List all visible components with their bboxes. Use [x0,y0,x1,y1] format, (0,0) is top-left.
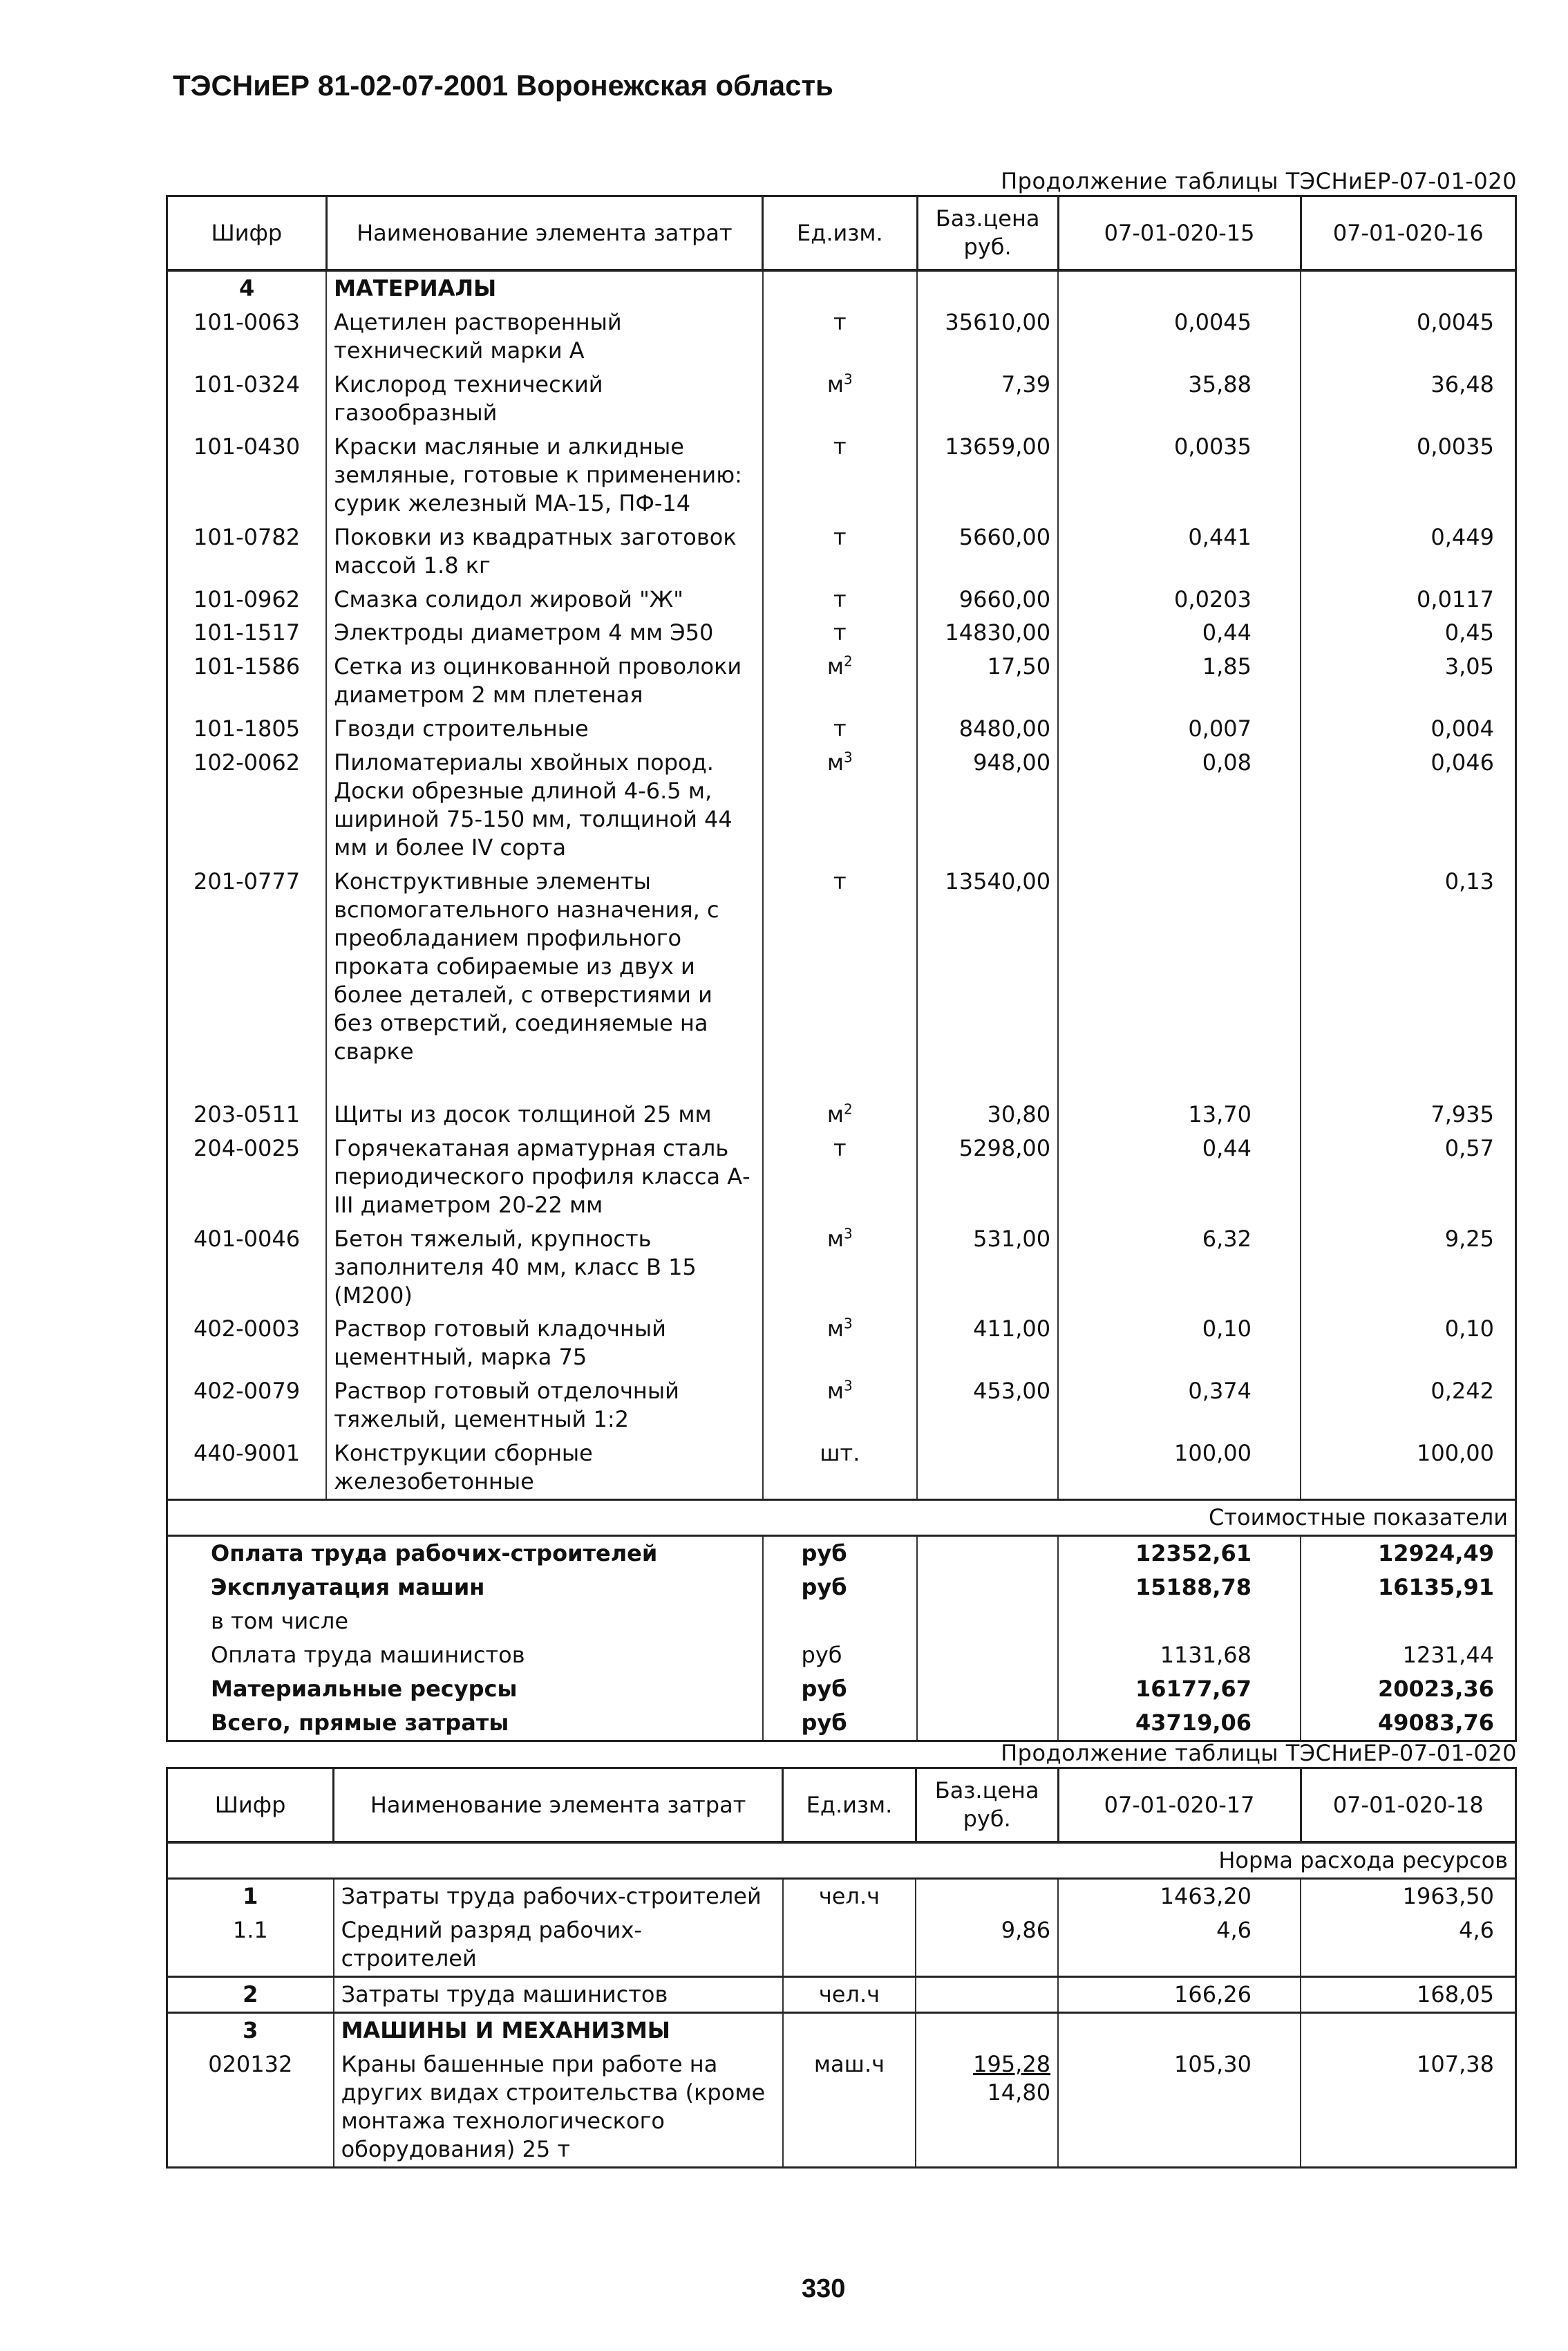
table-row-price: 948,00 [917,746,1058,865]
table-row-value-15: 100,00 [1058,1436,1301,1499]
summary-label: в том числе [167,1604,763,1638]
summary-price [917,1604,1058,1638]
header-col-15: 07-01-020-15 [1058,196,1301,271]
table-row-name: Смазка солидол жировой "Ж" [326,583,762,617]
unit-exponent: 3 [844,749,853,766]
table-row-unit [763,1222,918,1313]
table-row-name: Средний разряд рабочих-строителей [334,1913,783,1976]
unit-text: м [826,1378,844,1405]
unit-text: м [826,749,844,776]
summary-row [167,1638,1516,1672]
summary-price [917,1571,1058,1604]
table-row [167,583,1516,617]
table-row-price: 411,00 [917,1312,1058,1374]
table-row-price: 5298,00 [917,1132,1058,1222]
unit-text: т [833,868,847,895]
summary-value-16: 12924,49 [1377,1540,1494,1567]
table-row-unit [763,1098,918,1132]
table-row-code: 101-0962 [167,583,327,617]
table-row-value-17: 166,26 [1058,1976,1301,2012]
cost-indicators-header: Стоимостные показатели [167,1500,1516,1536]
table-row-name: Краны башенные при работе на других видах строительства (кроме монтажа технологического оборудования) 25 т [334,2048,783,2167]
table-row-value-15: 0,441 [1058,521,1301,583]
table-row-price: 8480,00 [917,712,1058,746]
table-row-value-16: 0,046 [1430,749,1494,776]
table-row-unit [763,1132,918,1222]
summary-row [167,1672,1516,1706]
summary-value-15: 15188,78 [1058,1571,1301,1604]
table-row-code: 2 [167,1976,334,2012]
table-row-code: 102-0062 [167,746,327,865]
table-continuation-label: Продолжение таблицы ТЭСНиЕР-07-01-020 [1001,168,1517,194]
table-row-value-16: 0,13 [1444,868,1494,895]
table-row-code: 101-0782 [167,521,327,583]
table-row-value-16: 100,00 [1417,1440,1494,1467]
machine-price-labor: 14,80 [987,2079,1051,2106]
table-row-value-16: 3,05 [1444,653,1494,680]
table-row-unit [763,521,918,583]
table-row-value-18: 1963,50 [1402,1882,1494,1909]
summary-row [167,1706,1516,1741]
table-row [167,712,1516,746]
table-row-value-15: 0,374 [1058,1374,1301,1436]
table-row-code: 204-0025 [167,1132,327,1222]
section-code: 4 [167,270,327,306]
table-row-value-16: 0,0035 [1417,433,1494,460]
table-row-code: 201-0777 [167,865,327,1069]
table-row-name: Затраты труда машинистов [334,1976,783,2012]
summary-value-16 [1301,1604,1515,1638]
table-row [167,1436,1516,1499]
table-row-value-16: 9,25 [1444,1225,1494,1252]
table-row-value-16: 0,45 [1444,619,1494,646]
table-row-code: 402-0003 [167,1312,327,1374]
summary-value-16: 1231,44 [1402,1641,1494,1668]
header-unit: Ед.изм. [783,1768,916,1843]
summary-value-15: 1131,68 [1058,1638,1301,1672]
table-row-unit [763,430,918,521]
summary-label: Материальные ресурсы [167,1672,763,1706]
row-spacer [167,1069,1516,1098]
summary-unit: руб [763,1672,918,1706]
table-row-unit [763,368,918,430]
table-row-unit [763,865,918,1069]
resources-table [166,1767,1517,2169]
unit-text: т [833,523,847,550]
table-row-value-17: 105,30 [1058,2048,1301,2167]
section-code: 3 [167,2012,334,2047]
table-row-unit [763,583,918,617]
header-col-18: 07-01-020-18 [1301,1768,1516,1843]
materials-table [166,195,1517,1742]
table-row-name: Раствор готовый отделочный тяжелый, цементный 1:2 [326,1374,762,1436]
table-row-code: 402-0079 [167,1374,327,1436]
summary-price [917,1672,1058,1706]
table-row [167,650,1516,712]
table-row-unit [763,1374,918,1436]
table-row-unit [763,712,918,746]
table-row [167,1374,1516,1436]
summary-value-16: 49083,76 [1377,1709,1494,1736]
summary-row [167,1536,1516,1571]
machine-price-main: 195,28 [973,2050,1051,2077]
table-row-name: Электроды диаметром 4 мм Э50 [326,616,762,650]
header-name: Наименование элемента затрат [334,1768,783,1843]
table-row-price: 531,00 [917,1222,1058,1313]
table-row-value-16: 0,0045 [1417,308,1494,335]
table-row-code: 101-0324 [167,368,327,430]
table-row [167,746,1516,865]
summary-label: Оплата труда машинистов [167,1638,763,1672]
table-row-code: 101-1517 [167,616,327,650]
header-price: Баз.цена руб. [916,1768,1058,1843]
resources-table-body [167,1878,1516,1976]
table-row-unit: чел.ч [783,1878,916,1913]
summary-price [917,1706,1058,1741]
summary-value-16: 16135,91 [1377,1574,1494,1601]
table-row-price: 13540,00 [917,865,1058,1069]
unit-text: т [833,433,847,460]
table-row-name: Кислород технический газообразный [326,368,762,430]
header-unit: Ед.изм. [763,196,918,271]
table-row-unit [763,306,918,368]
table-row-price [916,2048,1058,2167]
table-row-value-18: 107,38 [1417,2050,1494,2077]
unit-exponent: 3 [844,1377,853,1394]
unit-text: м [826,1225,844,1252]
unit-text: т [833,715,847,742]
table-row-name: Конструктивные элементы вспомогательного назначения, с преобладанием профильного проката собираемые из двух и более деталей, с отверстиями и без отверстий, соединяемые на сварке [326,865,762,1069]
table-row [167,306,1516,368]
table-row [167,616,1516,650]
table-row-code: 1 [167,1878,334,1913]
unit-text: м [826,371,844,397]
summary-value-15 [1058,1604,1301,1638]
unit-text: т [833,308,847,335]
table-row-name: Раствор готовый кладочный цементный, марка 75 [326,1312,762,1374]
summary-row [167,1604,1516,1638]
table-row [167,368,1516,430]
unit-text: т [833,619,847,646]
table-row-unit [763,616,918,650]
table-row-code: 401-0046 [167,1222,327,1313]
header-col-17: 07-01-020-17 [1058,1768,1301,1843]
table-row-value-17: 4,6 [1058,1913,1301,1976]
header-code: Шифр [167,1768,334,1843]
table-row [167,1312,1516,1374]
table-row-price: 35610,00 [917,306,1058,368]
table-row-unit: чел.ч [783,1976,916,2012]
table-row-value-16: 0,242 [1430,1378,1494,1405]
table-row-value-15: 0,44 [1058,1132,1301,1222]
table-row-name: Щиты из досок толщиной 25 мм [326,1098,762,1132]
table-row-price: 9,86 [916,1913,1058,1976]
header-name: Наименование элемента затрат [326,196,762,271]
table-row-price: 5660,00 [917,521,1058,583]
summary-unit [763,1604,918,1638]
summary-body [167,1536,1516,1741]
unit-text: т [833,586,847,612]
summary-label: Эксплуатация машин [167,1571,763,1604]
table-row-price: 7,39 [917,368,1058,430]
table-row-price [917,1436,1058,1499]
summary-row [167,1571,1516,1604]
table-row-code: 101-1586 [167,650,327,712]
table-row-value-15: 13,70 [1058,1098,1301,1132]
table-row-name: Краски масляные и алкидные земляные, готовые к применению: сурик железный МА-15, ПФ-14 [326,430,762,521]
table-row-name: Поковки из квадратных заготовок массой 1.8 кг [326,521,762,583]
table-row [167,1098,1516,1132]
table-continuation-label-2: Продолжение таблицы ТЭСНиЕР-07-01-020 [1001,1740,1517,1766]
table-row-unit [763,1312,918,1374]
table-row [167,521,1516,583]
unit-text: м [826,1315,844,1342]
table-row-name: Пиломатериалы хвойных пород. Доски обрезные длиной 4-6.5 м, шириной 75-150 мм, толщиной 44 мм и более IV сорта [326,746,762,865]
table-row-price: 453,00 [917,1374,1058,1436]
summary-unit: руб [763,1536,918,1571]
table-row [167,1878,1516,1913]
table-row-value-18: 4,6 [1459,1916,1494,1943]
table-row-value-15: 6,32 [1058,1222,1301,1313]
summary-value-15: 16177,67 [1058,1672,1301,1706]
table-row-code: 101-1805 [167,712,327,746]
table-row-value-15: 0,10 [1058,1312,1301,1374]
table-row-code: 101-0063 [167,306,327,368]
table-row-unit [763,1436,918,1499]
header-col-16: 07-01-020-16 [1301,196,1515,271]
table-row-name: Конструкции сборные железобетонные [326,1436,762,1499]
table-row-value-15: 0,0035 [1058,430,1301,521]
table-row-value-16: 7,935 [1430,1100,1494,1127]
table-row-code: 101-0430 [167,430,327,521]
table-row-unit [763,650,918,712]
summary-unit: руб [763,1706,918,1741]
unit-text: шт. [820,1440,860,1467]
table-row-name: Бетон тяжелый, крупность заполнителя 40 мм, класс В 15 (М200) [326,1222,762,1313]
table-row-code: 020132 [167,2048,334,2167]
table-row-value-15: 1,85 [1058,650,1301,712]
unit-text: м [826,1100,844,1127]
header-price: Баз.цена руб. [917,196,1058,271]
table-row-value-16: 0,57 [1444,1134,1494,1161]
table-row-code: 203-0511 [167,1098,327,1132]
materials-table-body [167,270,1516,1500]
table-row-value-15: 0,08 [1058,746,1301,865]
table-row-price: 17,50 [917,650,1058,712]
table-row-name: Горячекатаная арматурная сталь периодического профиля класса А-III диаметром 20-22 мм [326,1132,762,1222]
table-row-name: Гвозди строительные [326,712,762,746]
summary-price [917,1536,1058,1571]
table-row-code: 440-9001 [167,1436,327,1499]
table-row-value-15: 0,44 [1058,616,1301,650]
section-title: МАТЕРИАЛЫ [326,270,762,306]
table-row-value-16: 36,48 [1430,371,1494,397]
table-row-name: Сетка из оцинкованной проволоки диаметром 2 мм плетеная [326,650,762,712]
table-row-value-15: 0,0203 [1058,583,1301,617]
table-row [167,1913,1516,1976]
unit-exponent: 2 [844,653,853,670]
summary-label: Всего, прямые затраты [167,1706,763,1741]
unit-exponent: 3 [844,1315,853,1332]
summary-value-15: 43719,06 [1058,1706,1301,1741]
unit-text: т [833,1134,847,1161]
table-row [167,430,1516,521]
summary-unit: руб [763,1638,918,1672]
unit-exponent: 3 [844,1224,853,1242]
table-row-value-15 [1058,865,1301,1069]
document-title: ТЭСНиЕР 81-02-07-2001 Воронежская область [173,69,833,102]
table-row-value-16: 0,10 [1444,1315,1494,1342]
table-row-price: 13659,00 [917,430,1058,521]
header-code: Шифр [167,196,327,271]
summary-value-15: 12352,61 [1058,1536,1301,1571]
table-row-price: 30,80 [917,1098,1058,1132]
table-row [167,1132,1516,1222]
unit-text: м [826,653,844,680]
summary-price [917,1638,1058,1672]
table-row-price [916,1878,1058,1913]
table-row-value-15: 0,0045 [1058,306,1301,368]
table-row-name: Затраты труда рабочих-строителей [334,1878,783,1913]
table-row-value-16: 0,449 [1430,523,1494,550]
table-row [167,1222,1516,1313]
table-row-value-15: 0,007 [1058,712,1301,746]
table-row-value-16: 0,004 [1430,715,1494,742]
table-row-unit [763,746,918,865]
page-number: 330 [802,2274,846,2303]
table-row-code: 1.1 [167,1913,334,1976]
summary-label: Оплата труда рабочих-строителей [167,1536,763,1571]
section-title: МАШИНЫ И МЕХАНИЗМЫ [334,2012,783,2047]
table-row-value-15: 35,88 [1058,368,1301,430]
unit-exponent: 3 [844,371,853,388]
unit-exponent: 2 [844,1100,853,1118]
table-row-value-16: 0,0117 [1417,586,1494,612]
table-row-unit [783,1913,916,1976]
table-row-value-18: 168,05 [1417,1980,1494,2007]
summary-value-16: 20023,36 [1377,1675,1494,1702]
table-row-price: 14830,00 [917,616,1058,650]
table-row-unit: маш.ч [783,2048,916,2167]
table-row-name: Ацетилен растворенный технический марки А [326,306,762,368]
table-row-price: 9660,00 [917,583,1058,617]
summary-unit: руб [763,1571,918,1604]
table-row [167,865,1516,1069]
table-row-value-17: 1463,20 [1058,1878,1301,1913]
norm-header: Норма расхода ресурсов [167,1842,1516,1878]
